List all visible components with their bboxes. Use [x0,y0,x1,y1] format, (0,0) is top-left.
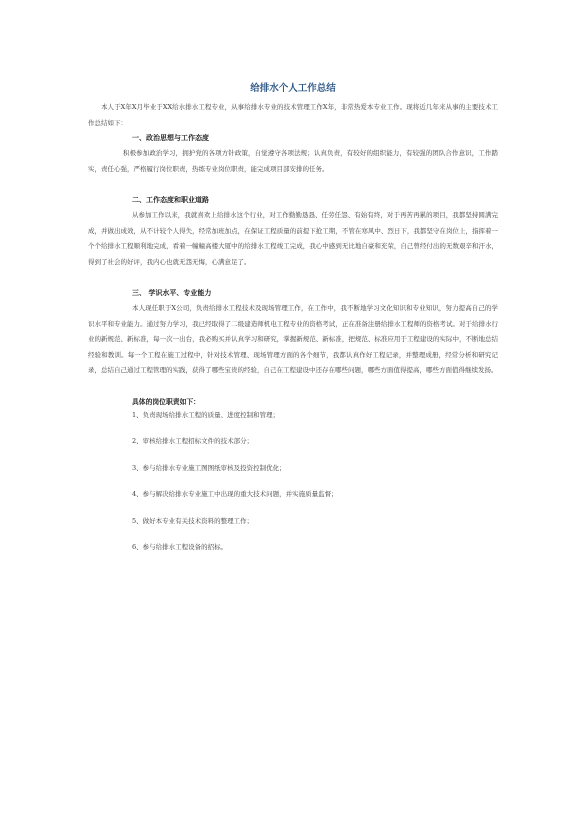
section-body-3: 本人现任职于X公司，负责给排水工程技术及现场管理工作，在工作中，我不断地学习文化知识和专业知识，努力提高自己的学识水平和专业能力。通过努力学习，我已经取得了二级建造师机电工程专业的资格考试，正在准备注册给排水工程师的资格考试。对于给排水行业的新规范、新标准，每一次一出台，我必购买并认真学习和研究，掌握新规范、新标准，把规范、标准应用于工程建设的实际中，不断地总结经验和教训。每一个工程在施工过程中，针对技术管理、现场管理方面的各个细节，我都认真作好工程记录，并整理成册，经常分析和研究记录，总结自己通过工程管理的实践，获得了哪些宝贵的经验，自己在工程建设中还存在哪些问题，哪些方面值得提高，哪些方面值得继续发扬。 [88,304,498,374]
section-heading-1: 一、政治思想与工作态度 [132,134,209,142]
section-heading-2: 二、工作态度和职业道路 [132,196,209,204]
duty-item: 3、参与给排水专业施工图图纸审核及投资控制优化； [132,463,286,472]
document-body [88,82,498,568]
duty-item: 5、做好本专业有关技术资料的整理工作； [132,516,254,525]
intro-paragraph: 本人于X年X月毕业于XX给水排水工程专业，从事给排水专业的技术管理工作X年，非常热爱本专业工作。现将近几年来从事的主要技术工作总结如下： [88,103,498,127]
duties-title: 具体的岗位职责如下： [132,397,200,406]
duty-item: 4、参与解决给排水专业施工中出现的重大技术问题，并实施质量监督； [132,490,338,498]
section-body-1: 积极参加政治学习，拥护党的各项方针政策，自觉遵守各项法规；认真负责，有较好的组织能力，有较强的团队合作意识，工作踏实，责任心强，严格履行岗位职责，热练专业岗位职责，能完成项目部安排的任务。 [88,149,498,173]
duty-item: 2、审核给排水工程招标文件的技术部分； [132,437,254,445]
document-title: 给排水个人工作总结 [250,83,336,94]
section-heading-3: 三、 学识水平、专业能力 [132,289,212,297]
duties-list [88,409,498,554]
duty-item: 6、参与给排水工程设备的招标。 [132,543,228,551]
duty-item: 1、负责现场给排水工程的质量、进度控制和管理； [132,410,280,419]
section-body-2: 从参加工作以来，我就喜欢上给排水这个行业，对工作勤勤恳恳、任劳任怨、有始有终，对于再苦再累的项目，我都坚持圆满完成，并做出成效，从不计较个人得失，经常加班加点，在保证工程质量的前提下抢工期，不管在寒风中、烈日下，我都坚守在岗位上，指挥着一个个给排水工程顺利地完成，看着一幢幢高楼大厦中的给排水工程竣工完成，我心中感到无比地自豪和充荣，自己曾经付出的无数艰辛和汗水，得到了社会的好评，我内心也就无怨无悔，心满意足了。 [88,211,498,266]
